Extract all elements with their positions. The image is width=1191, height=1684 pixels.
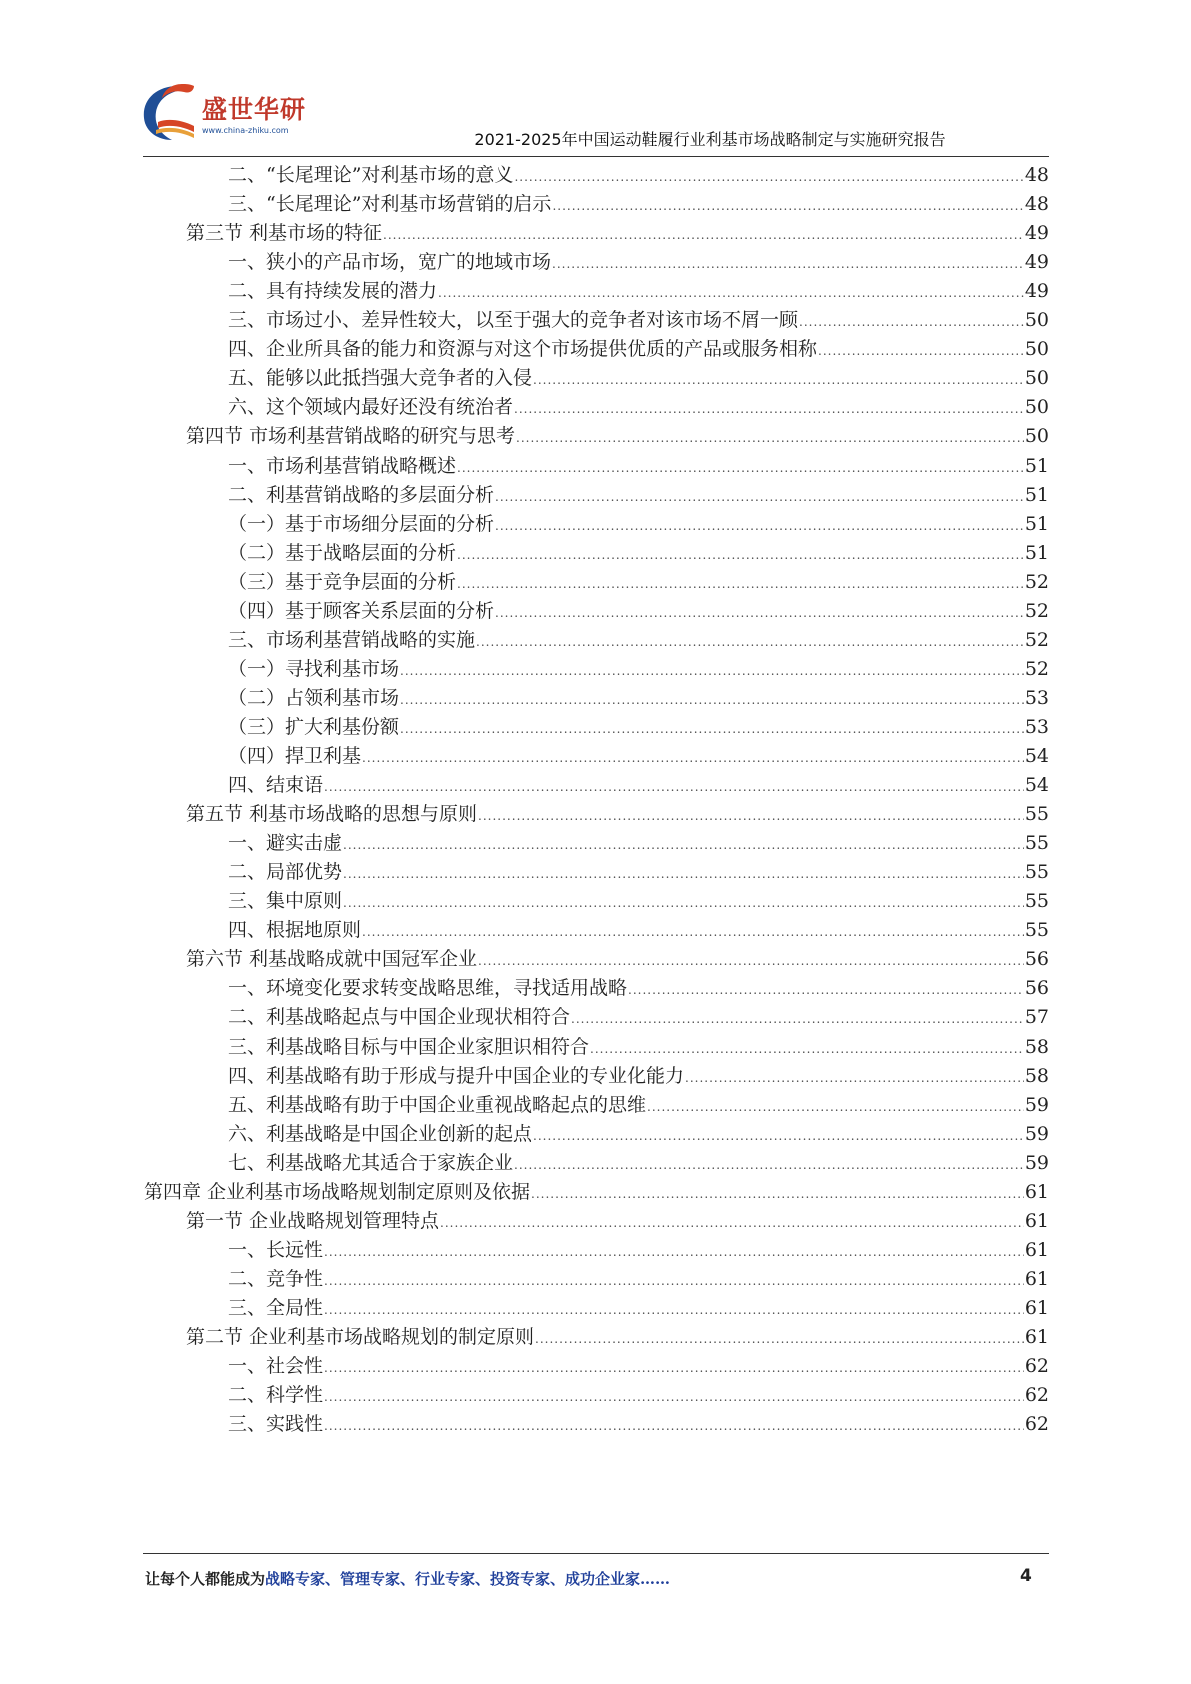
toc-entry-page: 50 [1024,338,1049,361]
toc-entry[interactable] [228,567,1049,597]
toc-leader-dots [799,307,1024,337]
toc-entry-page: 54 [1024,774,1049,797]
toc-entry[interactable] [228,828,1049,858]
toc-entry-page: 59 [1024,1122,1049,1145]
toc-entry-label: （一）基于市场细分层面的分析 [228,512,495,535]
toc-entry-page: 61 [1024,1209,1049,1232]
toc-entry[interactable] [228,973,1049,1003]
toc-entry[interactable] [228,1148,1049,1178]
toc-leader-dots [535,1324,1024,1354]
toc-entry-label: 二、科学性 [228,1384,324,1407]
toc-entry-page: 52 [1024,570,1049,593]
toc-entry[interactable] [228,770,1049,800]
toc-entry-label: 五、能够以此抵挡强大竞争者的入侵 [228,367,533,390]
toc-leader-dots [343,888,1024,918]
toc-entry-page: 55 [1024,803,1049,826]
toc-entry-page: 51 [1024,512,1049,535]
toc-leader-dots [324,1382,1024,1412]
toc-entry-label: 三、市场利基营销战略的实施 [228,628,476,651]
toc-leader-dots [324,1353,1024,1383]
toc-entry-page: 61 [1024,1296,1049,1319]
toc-entry-label: 一、避实击虚 [228,832,343,855]
toc-entry-page: 49 [1024,251,1049,274]
toc-entry[interactable] [228,509,1049,539]
toc-entry-label: 一、长远性 [228,1238,324,1261]
toc-entry-page: 55 [1024,832,1049,855]
toc-entry-label: 三、实践性 [228,1413,324,1436]
toc-entry-page: 57 [1024,1006,1049,1029]
toc-entry-label: 四、利基战略有助于形成与提升中国企业的专业化能力 [228,1064,685,1087]
toc-entry-label: 第三节 利基市场的特征 [186,222,383,245]
toc-leader-dots [647,1092,1024,1122]
toc-entry-page: 61 [1024,1180,1049,1203]
toc-entry[interactable] [228,741,1049,771]
toc-entry-page: 52 [1024,599,1049,622]
toc-leader-dots [324,1295,1024,1325]
toc-entry-page: 56 [1024,948,1049,971]
toc-leader-dots [531,1179,1024,1209]
toc-entry-page: 49 [1024,280,1049,303]
toc-entry[interactable] [228,886,1049,916]
toc-entry-label: 二、“长尾理论”对利基市场的意义 [228,164,514,186]
toc-entry[interactable] [228,1235,1049,1265]
toc-entry[interactable] [228,915,1049,945]
toc-entry-page: 55 [1024,890,1049,913]
toc-leader-dots [476,627,1024,657]
toc-entry-page: 62 [1024,1355,1049,1378]
toc-entry[interactable] [228,1090,1049,1120]
toc-leader-dots [324,1411,1024,1441]
toc-leader-dots [457,453,1024,483]
toc-entry-label: 三、“长尾理论”对利基市场营销的启示 [228,193,552,216]
toc-leader-dots [362,917,1024,947]
toc-leader-dots [400,656,1024,686]
toc-entry-page: 62 [1024,1384,1049,1407]
toc-entry-page: 50 [1024,309,1049,332]
toc-leader-dots [533,1121,1024,1151]
toc-entry-label: 二、具有持续发展的潜力 [228,280,438,303]
toc-entry-page: 61 [1024,1267,1049,1290]
toc-leader-dots [533,365,1024,395]
logo-text: 盛世华研 [202,95,307,124]
toc-leader-dots [571,1004,1024,1034]
toc-entry[interactable] [228,1119,1049,1149]
toc-entry-page: 48 [1024,164,1049,186]
toc-leader-dots [514,394,1024,424]
toc-entry-label: 四、结束语 [228,774,324,797]
toc-leader-dots [343,830,1024,860]
toc-entry[interactable] [228,160,1049,190]
toc-leader-dots [590,1034,1024,1064]
toc-leader-dots [457,569,1024,599]
toc-entry[interactable] [186,799,1049,829]
toc-entry-page: 53 [1024,686,1049,709]
toc-entry-page: 51 [1024,454,1049,477]
slogan-highlight: 战略专家、管理专家、行业专家、投资专家、成功企业家…… [265,1570,671,1588]
toc-entry[interactable] [228,683,1049,713]
toc-entry-page: 51 [1024,541,1049,564]
toc-entry-label: 第四章 企业利基市场战略规划制定原则及依据 [144,1180,531,1203]
toc-entry[interactable] [228,392,1049,422]
toc-leader-dots [457,540,1024,570]
toc-leader-dots [343,859,1024,889]
toc-entry-page: 53 [1024,715,1049,738]
toc-entry[interactable] [228,712,1049,742]
toc-entry-page: 49 [1024,222,1049,245]
toc-entry-label: 第一节 企业战略规划管理特点 [186,1209,440,1232]
toc-entry-label: 一、社会性 [228,1355,324,1378]
toc-leader-dots [552,249,1024,279]
toc-entry-label: （四）捍卫利基 [228,745,362,767]
toc-entry[interactable] [228,305,1049,335]
toc-entry[interactable] [228,1380,1049,1410]
toc-leader-dots [438,278,1024,308]
toc-leader-dots [685,1063,1024,1093]
toc-entry-label: （一）寻找利基市场 [228,657,400,680]
toc-leader-dots [400,714,1024,744]
toc-leader-dots [495,598,1024,628]
toc-entry-page: 50 [1024,367,1049,390]
company-logo [138,82,318,144]
footer-slogan [145,1568,670,1589]
toc-leader-dots [324,1266,1024,1296]
toc-entry-page: 50 [1024,425,1049,448]
toc-entry-page: 54 [1024,745,1049,767]
toc-entry-page: 59 [1024,1093,1049,1116]
toc-entry[interactable] [228,538,1049,568]
toc-leader-dots [495,511,1024,541]
toc-entry[interactable] [228,276,1049,306]
toc-entry[interactable] [228,625,1049,655]
toc-entry-label: 一、市场利基营销战略概述 [228,454,457,477]
toc-entry-label: 七、利基战略尤其适合于家族企业 [228,1151,514,1174]
document-title: 2021-2025年中国运动鞋履行业利基市场战略制定与实施研究报告 [474,130,946,149]
toc-leader-dots [324,1237,1024,1267]
toc-leader-dots [383,220,1024,250]
page-number: 4 [1020,1566,1032,1586]
toc-entry-label: 三、利基战略目标与中国企业家胆识相符合 [228,1035,590,1058]
toc-entry-page: 56 [1024,977,1049,1000]
toc-entry-label: 二、利基战略起点与中国企业现状相符合 [228,1006,571,1029]
toc-entry-page: 55 [1024,861,1049,884]
toc-entry-label: 第五节 利基市场战略的思想与原则 [186,803,478,826]
toc-entry-label: （四）基于顾客关系层面的分析 [228,599,495,622]
toc-leader-dots [514,162,1023,192]
toc-leader-dots [478,946,1024,976]
toc-entry-page: 51 [1024,483,1049,506]
toc-entry-label: （三）扩大利基份额 [228,715,400,738]
toc-entry-page: 61 [1024,1326,1049,1348]
toc-entry-label: 第六节 利基战略成就中国冠军企业 [186,948,478,971]
toc-leader-dots [440,1208,1024,1238]
toc-entry[interactable] [228,1061,1049,1091]
toc-entry[interactable] [228,654,1049,684]
footer-divider [143,1553,1049,1554]
toc-entry-label: 二、局部优势 [228,861,343,884]
toc-leader-dots [552,191,1023,221]
toc-entry-label: 第四节 市场利基营销战略的研究与思考 [186,425,516,448]
toc-entry-label: 六、这个领域内最好还没有统治者 [228,396,514,419]
toc-entry[interactable] [186,1322,1049,1352]
toc-entry[interactable] [186,421,1049,451]
toc-entry[interactable] [228,1293,1049,1323]
logo-url: www.china-zhiku.com [202,126,289,135]
toc-leader-dots [495,482,1024,512]
toc-entry-page: 50 [1024,396,1049,419]
toc-leader-dots [628,975,1024,1005]
toc-entry[interactable] [228,1264,1049,1294]
toc-leader-dots [324,772,1024,802]
toc-entry-label: 二、利基营销战略的多层面分析 [228,483,495,506]
toc-entry-page: 61 [1024,1238,1049,1261]
toc-entry[interactable] [228,363,1049,393]
toc-entry[interactable] [228,451,1049,481]
toc-entry-label: 二、竞争性 [228,1267,324,1290]
toc-entry-label: （三）基于竞争层面的分析 [228,570,457,593]
toc-entry-label: 三、全局性 [228,1296,324,1319]
toc-entry-label: 四、根据地原则 [228,919,362,942]
toc-entry[interactable] [228,1409,1049,1439]
toc-leader-dots [478,801,1024,831]
toc-entry[interactable] [228,247,1049,277]
toc-leader-dots [516,423,1024,453]
toc-entry[interactable] [228,189,1049,219]
toc-entry-label: 五、利基战略有助于中国企业重视战略起点的思维 [228,1093,647,1116]
toc-leader-dots [514,1150,1024,1180]
toc-entry[interactable] [228,334,1049,364]
toc-entry-page: 58 [1024,1064,1049,1087]
toc-entry-page: 48 [1024,193,1049,216]
logo-swoosh-icon [138,82,202,144]
toc-entry-page: 62 [1024,1413,1049,1436]
toc-entry-page: 55 [1024,919,1049,942]
toc-entry-label: 三、市场过小、差异性较大，以至于强大的竞争者对该市场不屑一顾 [228,309,799,332]
header-divider [143,156,1049,157]
toc-entry-page: 52 [1024,657,1049,680]
toc-leader-dots [400,685,1024,715]
toc-leader-dots [818,336,1024,366]
toc-entry[interactable] [228,857,1049,887]
toc-entry-label: 一、狭小的产品市场，宽广的地域市场 [228,251,552,274]
toc-entry-page: 59 [1024,1151,1049,1174]
toc-entry-label: 四、企业所具备的能力和资源与对这个市场提供优质的产品或服务相称 [228,338,818,361]
toc-entry[interactable] [228,596,1049,626]
toc-entry[interactable] [186,944,1049,974]
toc-entry[interactable] [228,1002,1049,1032]
toc-entry-label: （二）基于战略层面的分析 [228,541,457,564]
toc-leader-dots [362,743,1024,773]
toc-entry-label: 六、利基战略是中国企业创新的起点 [228,1122,533,1145]
toc-entry-page: 58 [1024,1035,1049,1058]
toc-entry[interactable] [144,1177,1049,1207]
toc-entry[interactable] [228,1032,1049,1062]
toc-entry[interactable] [228,1351,1049,1381]
toc-entry-label: （二）占领利基市场 [228,686,400,709]
slogan-lead: 让每个人都能成为 [145,1570,266,1588]
toc-entry-label: 三、集中原则 [228,890,343,913]
toc-entry-page: 52 [1024,628,1049,651]
toc-entry[interactable] [228,480,1049,510]
toc-entry-label: 一、环境变化要求转变战略思维，寻找适用战略 [228,977,628,1000]
toc-entry-label: 第二节 企业利基市场战略规划的制定原则 [186,1326,535,1348]
toc-entry[interactable] [186,218,1049,248]
toc-entry[interactable] [186,1206,1049,1236]
